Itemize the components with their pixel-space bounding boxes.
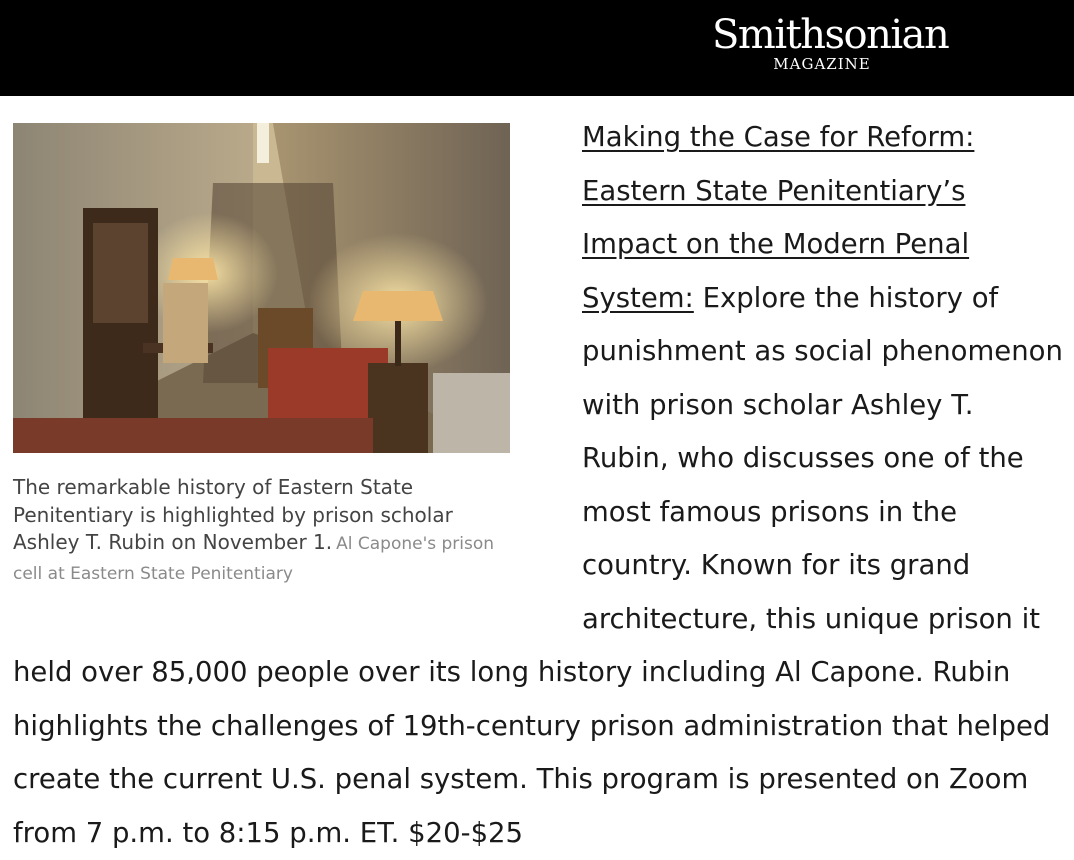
event-title-link[interactable]: Making the Case for Reform: Eastern State Penitentiary’s Impact on the Modern Penal System: [582,121,975,314]
photo-credit: Al Capone's prison cell at Eastern State Penitentiary [13,534,495,584]
brand-name: Smithsonian [712,12,949,58]
smithsonian-logo[interactable] [712,12,949,73]
masthead [0,0,1074,96]
caption-text: The remarkable history of Eastern State Penitentiary is highlighted by prison scholar Ashley T. Rubin on November 1. [13,475,453,554]
brand-subtitle: MAGAZINE [773,55,871,73]
event-article [13,111,1063,860]
event-description: Explore the history of punishment as social phenomenon with prison scholar Ashley T. Rubin, who discusses one of the most famous prisons in the country. Known for its grand architecture, this unique prison it held over 85,000 people over its long history including Al Capone. Rubin highlights the challenges of 19th-century prison administration that helped create the current U.S. penal system. This program is presented on Zoom from 7 p.m. to 8:15 p.m. ET. $20-$25 [13,281,1063,849]
image-spacer [13,111,582,646]
